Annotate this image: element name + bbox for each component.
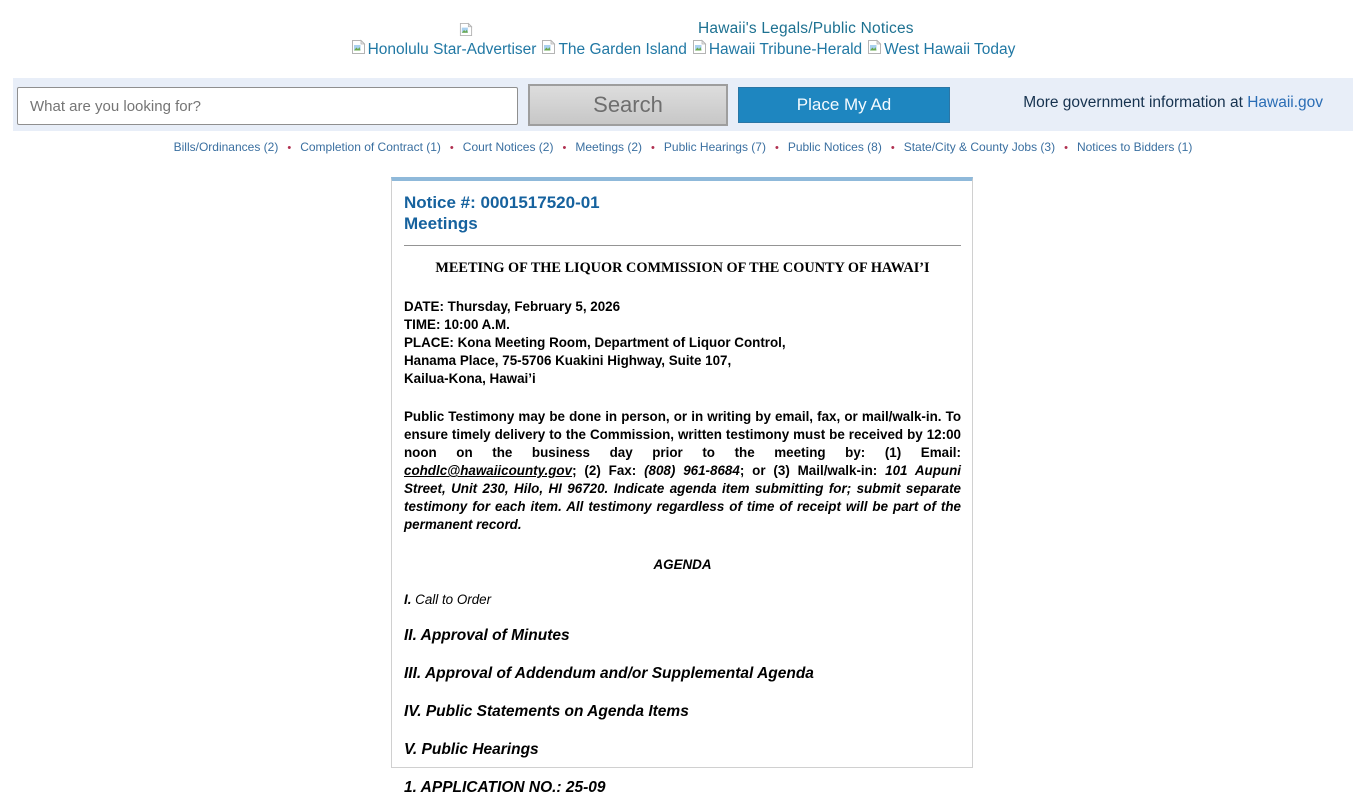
agenda-heading: AGENDA [653,557,712,572]
testimony-text: Public Testimony may be done in person, or in writing by email, fax, or mail/walk-in. To ensure timely delivery to the Commission, written testimony must be received by 12:00 noon on the business day prior to the meeting by: (1) Email: [404,409,961,460]
hawaii-gov-link[interactable]: Hawaii.gov [1247,94,1323,111]
newspaper-link-tribune-herald[interactable] [692,39,862,60]
nav-completion-of-contract[interactable]: Completion of Contract (1) [300,140,441,154]
search-button[interactable]: Search [528,84,728,126]
testimony-text: ; (2) Fax: [572,463,645,478]
notice-category: Meetings [404,214,478,233]
nav-meetings[interactable]: Meetings (2) [575,140,643,154]
meeting-time: TIME: 10:00 A.M. [404,317,510,332]
nav-separator-dot: • [287,142,292,154]
nav-separator-dot: • [1064,142,1068,154]
agenda-item-5: V. Public Hearings [404,741,539,758]
newspaper-link-west-hawaii-today[interactable] [867,39,1015,60]
newspaper-link-star-advertiser[interactable] [351,39,537,60]
nav-public-notices[interactable]: Public Notices (8) [787,140,882,154]
application-number-line: 1. APPLICATION NO.: 25-09 [404,779,606,796]
gov-info-text [1023,94,1323,112]
newspaper-links-row [0,39,1366,60]
testimony-fax: (808) 961-8684 [644,463,740,478]
divider [404,245,961,246]
nav-separator-dot: • [774,142,779,154]
meeting-date: DATE: Thursday, February 5, 2026 [404,299,621,314]
meeting-place: PLACE: Kona Meeting Room, Department of Liquor Control, [404,335,786,350]
search-bar [13,78,1353,131]
agenda-item-1 [404,592,961,607]
notice-content [392,181,972,797]
nav-bills-ordinances[interactable]: Bills/Ordinances (2) [173,140,279,154]
category-nav [0,140,1366,154]
agenda-item-4: IV. Public Statements on Agenda Items [404,703,689,720]
agenda-item-2: II. Approval of Minutes [404,627,570,644]
newspaper-link-garden-island[interactable] [541,39,686,60]
nav-separator-dot: • [651,142,655,154]
header [0,20,1366,40]
nav-separator-dot: • [890,142,895,154]
meeting-address-2: Kailua-Kona, Hawai’i [404,371,536,386]
agenda-item-1-text: Call to Order [411,592,492,607]
nav-separator-dot: • [449,142,454,154]
notice-number: Notice #: 0001517520-01 [404,193,600,212]
testimony-text: Indicate agenda item submitting for; submit separate testimony for each item. All testimony regardless of time of receipt will be part of the permanent record. [404,481,961,532]
broken-image-icon [692,39,707,60]
site-title-link[interactable]: Hawaii's Legals/Public Notices [698,20,914,37]
place-my-ad-button[interactable]: Place My Ad [738,87,950,123]
newspaper-label: Honolulu Star-Advertiser [367,40,537,58]
meeting-details [404,298,961,388]
agenda-item-3: III. Approval of Addendum and/or Supplemental Agenda [404,665,814,682]
testimony-email-link[interactable]: cohdlc@hawaiicounty.gov [404,463,573,478]
nav-separator-dot: • [562,142,567,154]
broken-image-icon [351,39,366,60]
agenda-item-1-numeral: I. [404,592,412,607]
broken-image-icon [867,39,882,60]
nav-court-notices[interactable]: Court Notices (2) [462,140,554,154]
newspaper-label: West Hawaii Today [884,40,1016,58]
testimony-text: ; or (3) Mail/walk-in: [739,463,886,478]
newspaper-label: Hawaii Tribune-Herald [708,40,863,58]
newspaper-label: The Garden Island [558,40,687,58]
meeting-title: MEETING OF THE LIQUOR COMMISSION OF THE COUNTY OF HAWAI’I [435,260,930,276]
testimony-address: 101 Aupuni Street, Unit 230, Hilo, HI 96720. [404,463,961,496]
nav-notices-to-bidders[interactable]: Notices to Bidders (1) [1076,140,1193,154]
meeting-address-1: Hanama Place, 75-5706 Kuakini Highway, Suite 107, [404,353,732,368]
broken-image-icon [541,39,556,60]
nav-public-hearings[interactable]: Public Hearings (7) [663,140,766,154]
testimony-paragraph [404,408,961,534]
search-input[interactable] [17,87,518,125]
gov-info-label: More government information at [1023,94,1248,111]
nav-state-city-county-jobs[interactable]: State/City & County Jobs (3) [903,140,1056,154]
notice-card [391,177,973,796]
